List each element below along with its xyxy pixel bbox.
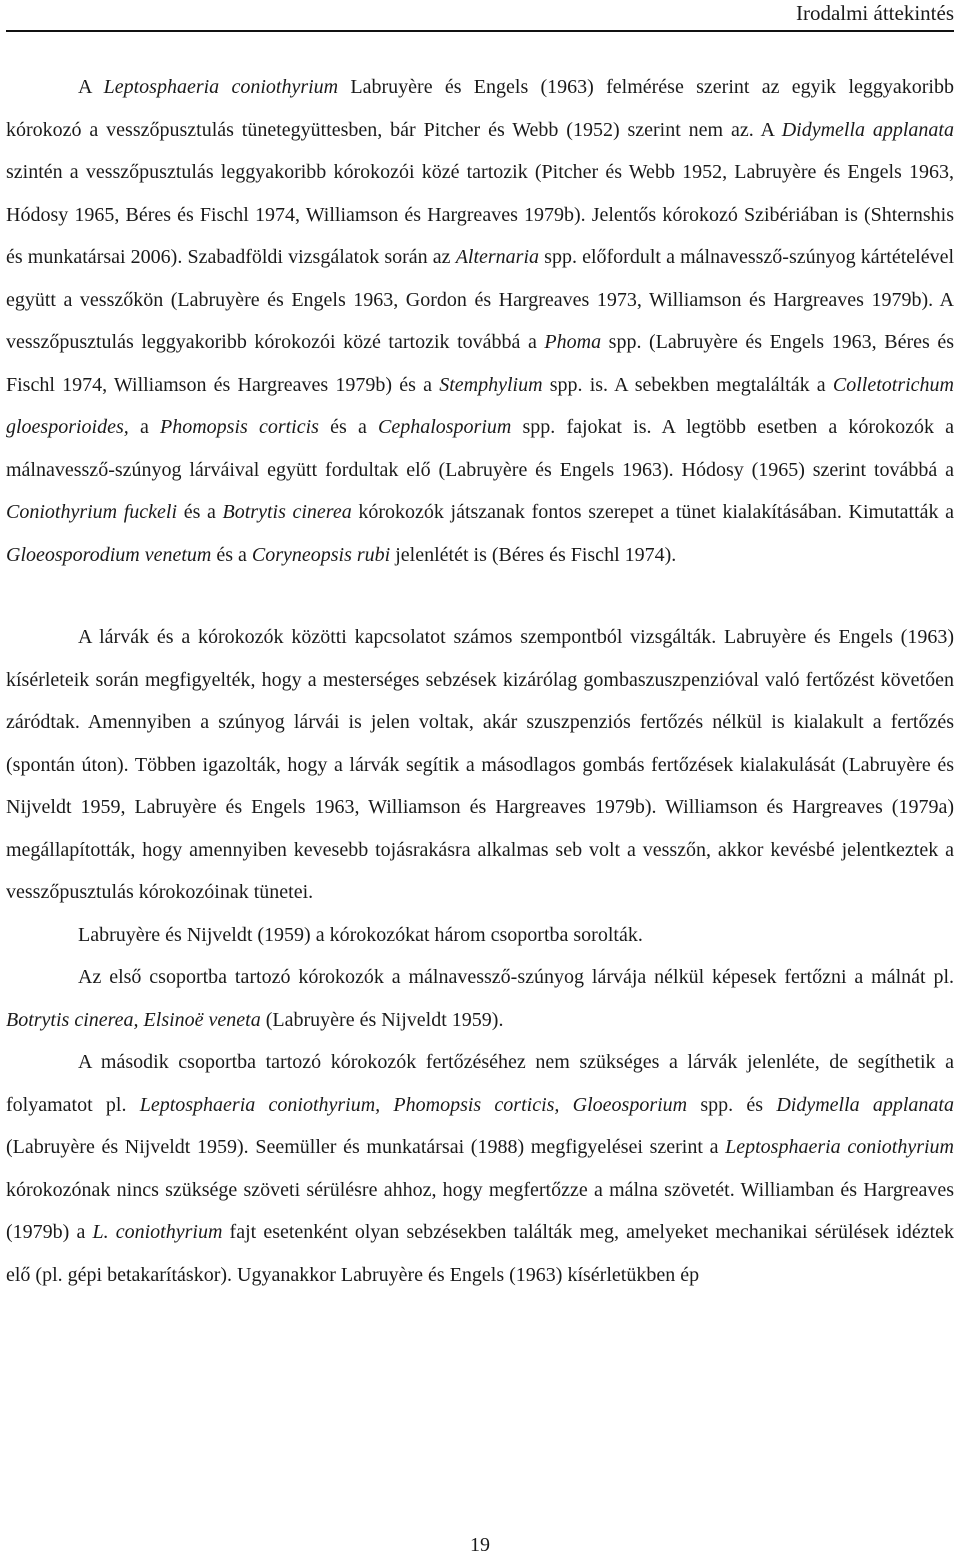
page-number: 19 (470, 1534, 490, 1556)
text-run: Az első csoportba tartozó kórokozók a málnavessző-szúnyog lárvája nélkül képesek fertőzni a málnát pl. (78, 966, 954, 988)
text-run: és a (211, 543, 252, 566)
italic-term: Leptosphaeria coniothyrium (103, 76, 339, 98)
text-run: Labruyère és Nijveldt (1959) a kórokozókat három csoportba sorolták. (78, 923, 643, 946)
italic-term: Alternaria (455, 246, 540, 268)
text-run: spp. előfordult a málnavessző-szúnyog kártételével együtt a vesszőkön (Labruyère és Engels 1963, Gordon és Hargreaves 1973, Williamson és Hargreaves 1979b). A vesszőpusztulás leggyakoribb kórokozói közé tartozik továbbá a (6, 246, 955, 353)
text-run: a (128, 416, 160, 438)
text-run: spp. és (687, 1093, 777, 1116)
text-run: kórokozók játszanak fontos szerepet a tünet kialakításában. Kimutatták a (351, 501, 955, 523)
text-run: (Labruyère és Nijveldt 1959). Seemüller és munkatársai (1988) megfigyelései szerint a (6, 1136, 726, 1158)
italic-term: Leptosphaeria coniothyrium (725, 1136, 954, 1158)
italic-term: Coniothyrium fuckeli (6, 501, 178, 523)
text-run: jelenlétét is (Béres és Fischl 1974). (390, 543, 677, 566)
text-run: Labruyère és Engels (1963) felmérése szerint az egyik leggyakoribb kórokozó a vesszőpusztulás tünetegyüttesben, bár Pitcher és Webb (1952) szerint nem az. A (6, 76, 954, 141)
italic-term: Didymella applanata (781, 118, 954, 141)
text-run: spp. fajokat is. A legtöbb esetben a kórokozók a málnavessző-szúnyog lárváival együtt fordultak elő (Labruyère és Engels 1963). Hódosy (1965) szerint továbbá a (6, 416, 954, 481)
italic-term: Cephalosporium (378, 416, 512, 438)
text-run: A lárvák és a kórokozók közötti kapcsolatot számos szempontból vizsgálták. Labruyère és Engels (1963) kísérleteik során megfigyelték, hogy a mesterséges sebzések kizárólag gombaszuszpenzióval való fertőzést követően záródtak. Amennyiben a szúnyog lárvái is jelen voltak, akár szuszpenziós fertőzés nélkül is kialakult a fertőzés (spontán úton). Többen igazolták, hogy a lárvák segítik a másodlagos gombás fertőzések kialakulását (Labruyère és Nijveldt 1959, Labruyère és Engels 1963, Williamson és Hargreaves 1979b). Williamson és Hargreaves (1979a) megállapították, hogy amennyiben kevesebb tojásrakásra alkalmas seb volt a vesszőn, akkor kevésbé jelentkeztek a vesszőpusztulás kórokozóinak tünetei. (6, 626, 954, 903)
header-rule (6, 30, 954, 32)
text-run: spp. is. A sebekben megtalálták a (542, 373, 833, 396)
section-header: Irodalmi áttekintés (795, 1, 954, 25)
italic-term: Botrytis cinerea (222, 501, 352, 523)
paragraph-3 (6, 914, 954, 957)
italic-term: Leptosphaeria coniothyrium, Phomopsis corticis, Gloeosporium (139, 1093, 688, 1116)
text-run: és a (318, 416, 378, 438)
italic-term: Phomopsis corticis (160, 416, 319, 438)
italic-term: Didymella applanata (776, 1093, 954, 1116)
text-run: spp. (Labruyère és Engels 1963, Béres és Fischl 1974, Williamson és Hargreaves 1979b) és a (6, 331, 955, 396)
text-run: A második csoportba tartozó kórokozók fertőzéséhez nem szükséges a lárvák jelenléte, de segíthetik a folyamatot pl. (6, 1051, 954, 1116)
text-run: és a (177, 501, 223, 523)
paragraph-4 (6, 956, 954, 1041)
text-run: szintén a vesszőpusztulás leggyakoribb kórokozói közé tartozik (Pitcher és Webb 1952, Labruyère és Engels 1963, Hódosy 1965, Béres és Fischl 1974, Williamson és Hargreaves 1979b). Jelentős kórokozó Szibériában is (Shternshis és munkatársai 2006). Szabadföldi vizsgálatok során az (6, 161, 954, 268)
text-run: (Labruyère és Nijveldt 1959). (260, 1008, 504, 1031)
italic-term: L. coniothyrium (92, 1221, 223, 1243)
paragraph-2 (6, 616, 954, 914)
italic-term: Colletotrichum gloesporioides, (6, 373, 954, 438)
paragraph-1 (6, 66, 954, 576)
text-run: fajt esetenként olyan sebzésekben találták meg, amelyeket mechanikai sérülések idéztek elő (pl. gépi betakarításkor). Ugyanakkor Labruyère és Engels (1963) kísérletükben ép (6, 1221, 955, 1286)
body-text (6, 66, 954, 1296)
italic-term: Phoma (544, 331, 602, 353)
paragraph-5 (6, 1041, 954, 1296)
italic-term: Coryneopsis rubi (251, 543, 391, 566)
text-run: A (78, 76, 104, 98)
italic-term: Botrytis cinerea, Elsinoë veneta (6, 1008, 261, 1031)
italic-term: Stemphylium (439, 373, 543, 396)
text-run: kórokozónak nincs szüksége szöveti sérülésre ahhoz, hogy megfertőzze a málna szövetét. Williamban és Hargreaves (1979b) a (6, 1178, 954, 1243)
italic-term: Gloeosporodium venetum (6, 543, 212, 566)
